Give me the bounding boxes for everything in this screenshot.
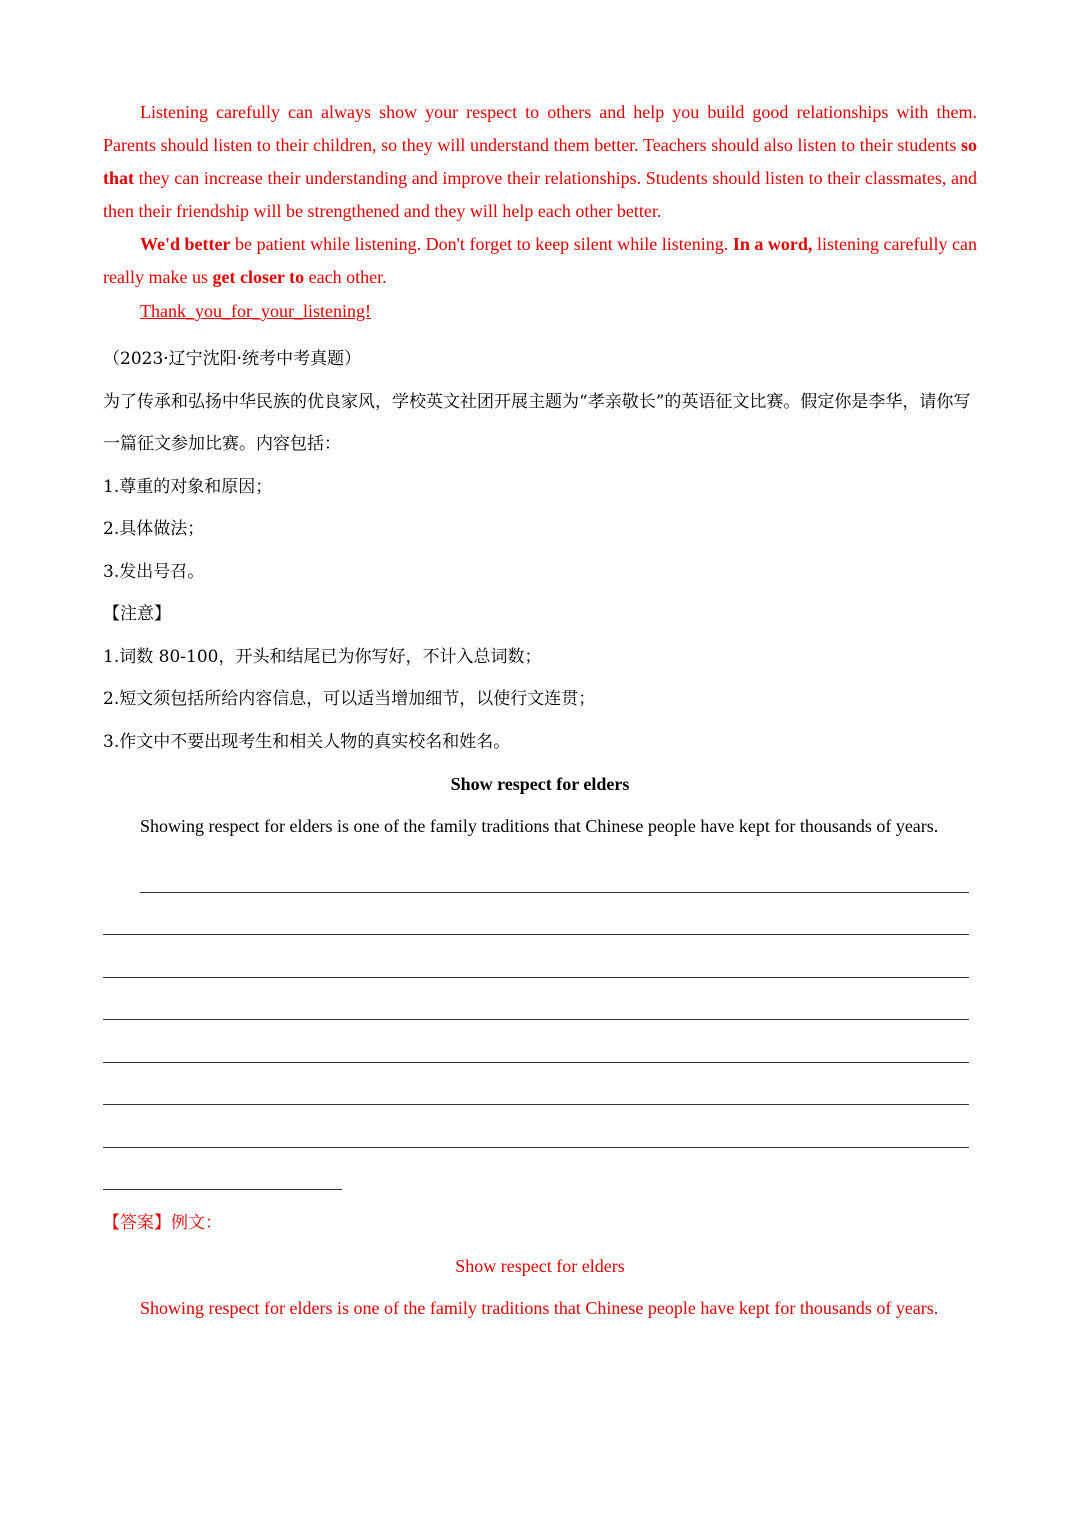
content-point: 1.尊重的对象和原因； [103,476,273,497]
bold-phrase: so that [103,135,977,188]
answer-title: Show respect for elders [455,1255,625,1276]
essay-title: Show respect for elders [450,774,630,794]
blank-line[interactable] [103,1117,977,1160]
notes-heading: 【注意】 [103,604,171,624]
blank-line[interactable] [103,862,977,905]
writing-area[interactable] [103,862,977,1202]
blank-line[interactable] [103,990,977,1033]
answer-closing: Thank_you_for_your_listening! [140,301,371,321]
text-run: be patient while listening. Don't forget to keep silent while listening. [230,234,733,254]
blank-line[interactable] [103,905,977,948]
note-item: 3.作文中不要出现考生和相关人物的真实校名和姓名。 [103,731,511,752]
blank-line[interactable] [103,1075,977,1118]
text-run: Listening carefully can always show your respect to others and help you build good relationships with them. Parents should listen to their children, so they will understand them better. Teachers should also listen to their students [103,102,977,155]
essay-opening: Showing respect for elders is one of the family traditions that Chinese people have kept for thousands of years. [140,816,939,836]
document-page [103,96,977,1330]
text-run: each other. [304,267,387,287]
text-run: listening carefully can really make us [103,234,977,287]
note-item: 2.短文须包括所给内容信息，可以适当增加细节，以使行文连贯； [103,689,596,709]
bold-phrase: We'd better [140,234,231,254]
text-run: they can increase their understanding and improve their relationships. Students should listen to their classmates, and then their friendship will be strengthened and they will help each other better. [103,168,977,221]
blank-line[interactable] [103,947,977,990]
answer-opening: Showing respect for elders is one of the family traditions that Chinese people have kept for thousands of years. [140,1297,939,1318]
answer-paragraph-1 [103,96,977,228]
blank-line[interactable] [103,1160,977,1203]
note-item: 1.词数 80-100，开头和结尾已为你写好，不计入总词数； [103,646,542,667]
answer-label: 【答案】例文： [103,1213,222,1233]
question-source: （2023·辽宁沈阳·统考中考真题） [103,349,362,369]
bold-phrase: In a word, [732,234,813,254]
question-prompt: 为了传承和弘扬中华民族的优良家风，学校英文社团开展主题为“孝亲敬长”的英语征文比赛。假定你是李华，请你写一篇征文参加比赛。内容包括： [103,391,971,454]
bold-phrase: get closer to [212,267,305,287]
content-point: 2.具体做法； [103,519,205,539]
blank-line[interactable] [103,1032,977,1075]
answer-paragraph-2 [103,228,977,294]
content-point: 3.发出号召。 [103,561,205,582]
